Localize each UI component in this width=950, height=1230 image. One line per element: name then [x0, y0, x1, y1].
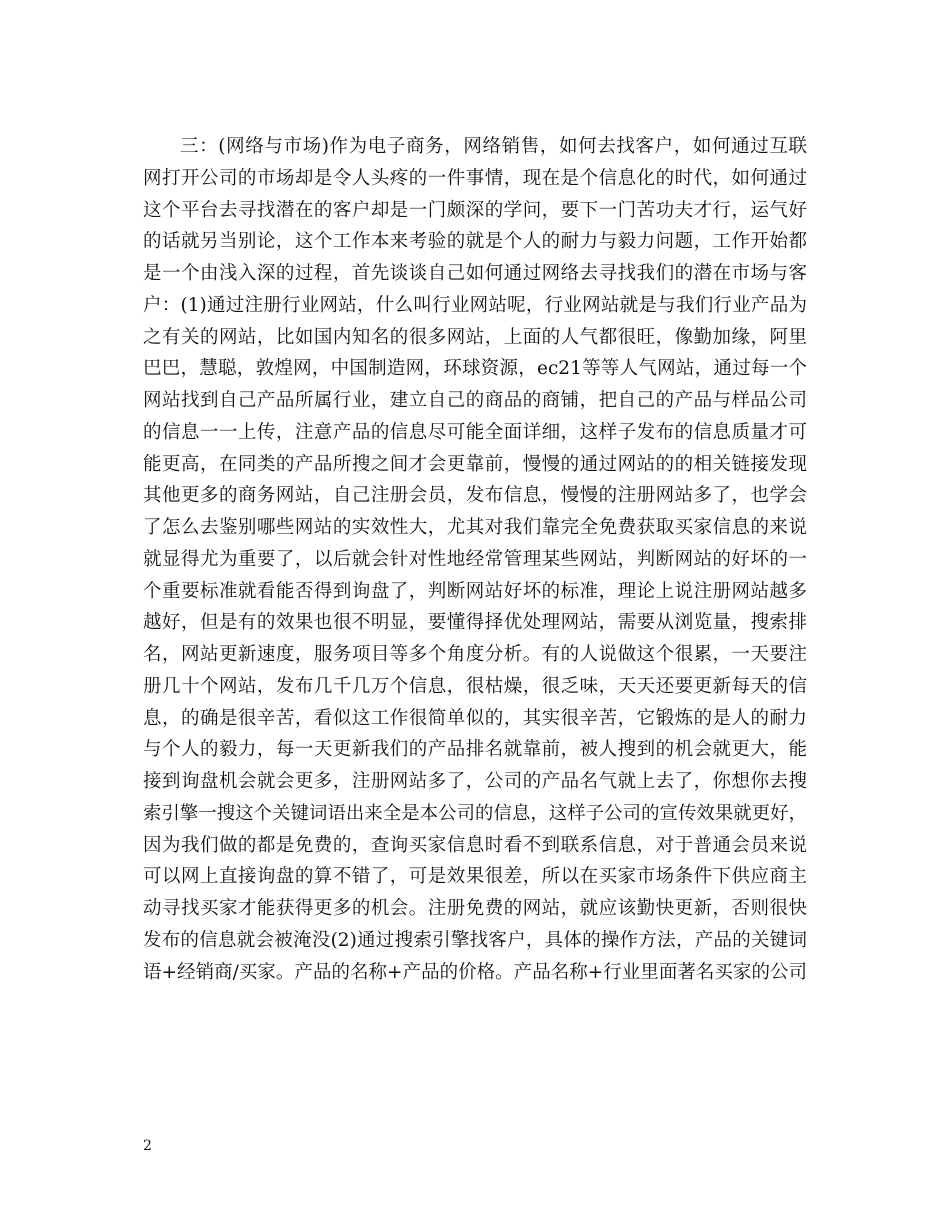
text-line: 动寻找买家才能获得更多的机会。注册免费的网站，就应该勤快更新，否则很快 [143, 898, 807, 919]
text-line: 的话就另当别论，这个工作本来考验的就是个人的耐力与毅力问题，工作开始都 [143, 231, 807, 253]
text-line: 索引擎一搜这个关键词语出来全是本公司的信息，这样子公司的宣传效果就更好， [143, 802, 807, 824]
text-line: 是一个由浅入深的过程，首先谈谈自己如何通过网络去寻找我们的潜在市场与客 [143, 263, 807, 284]
text-line: 与个人的毅力，每一天更新我们的产品排名就靠前，被人搜到的机会就更大，能 [143, 739, 807, 761]
text-line: 之有关的网站，比如国内知名的很多网站，上面的人气都很旺，像勤加缘，阿里 [143, 326, 807, 348]
body-paragraph [143, 131, 807, 988]
text-line: 巴巴，慧聪，敦煌网，中国制造网，环球资源，ec21等等人气网站，通过每一个 [143, 358, 807, 380]
text-line: 名，网站更新速度，服务项目等多个角度分析。有的人说做这个很累，一天要注 [143, 644, 807, 665]
text-line: 息，的确是很辛苦，看似这工作很简单似的，其实很辛苦，它锻炼的是人的耐力 [143, 707, 807, 729]
text-line: 能更高，在同类的产品所搜之间才会更靠前，慢慢的通过网站的的相关链接发现 [143, 453, 807, 475]
text-line: 语+经销商/买家。产品的名称+产品的价格。产品名称+行业里面著名买家的公司 [143, 961, 807, 983]
text-line: 就显得尤为重要了，以后就会针对性地经常管理某些网站，判断网站的好坏的一 [143, 548, 807, 570]
text-line: 接到询盘机会就会更多，注册网站多了，公司的产品名气就上去了，你想你去搜 [143, 771, 807, 792]
text-line: 越好，但是有的效果也很不明显，要懂得择优处理网站，需要从浏览量，搜索排 [143, 612, 807, 634]
text-line: 其他更多的商务网站，自己注册会员，发布信息，慢慢的注册网站多了，也学会 [143, 485, 807, 507]
text-line: 了怎么去鉴别哪些网站的实效性大，尤其对我们靠完全免费获取买家信息的来说 [143, 517, 807, 538]
text-line: 的信息一一上传，注意产品的信息尽可能全面详细，这样子发布的信息质量才可 [143, 421, 807, 443]
page-number: 2 [143, 1138, 152, 1154]
text-line: 网打开公司的市场却是令人头疼的一件事情，现在是个信息化的时代，如何通过 [143, 167, 807, 189]
text-line: 因为我们做的都是免费的，查询买家信息时看不到联系信息，对于普通会员来说 [143, 834, 807, 856]
text-line: 这个平台去寻找潜在的客户却是一门颇深的学问，要下一门苦功夫才行，运气好 [143, 199, 807, 221]
text-line: 个重要标准就看能否得到询盘了，判断网站好坏的标准，理论上说注册网站越多 [143, 580, 807, 602]
text-line: 网站找到自己产品所属行业，建立自己的商品的商铺，把自己的产品与样品公司 [143, 390, 807, 411]
text-line: 户：(1)通过注册行业网站，什么叫行业网站呢，行业网站就是与我们行业产品为 [143, 294, 807, 316]
text-line: 发布的信息就会被淹没(2)通过搜索引擎找客户，具体的操作方法，产品的关键词 [143, 929, 807, 951]
text-line: 三：(网络与市场)作为电子商务，网络销售，如何去找客户，如何通过互联 [180, 136, 807, 157]
text-line: 册几十个网站，发布几千几万个信息，很枯燥，很乏味，天天还要更新每天的信 [143, 675, 807, 697]
text-line: 可以网上直接询盘的算不错了，可是效果很差，所以在买家市场条件下供应商主 [143, 866, 807, 888]
